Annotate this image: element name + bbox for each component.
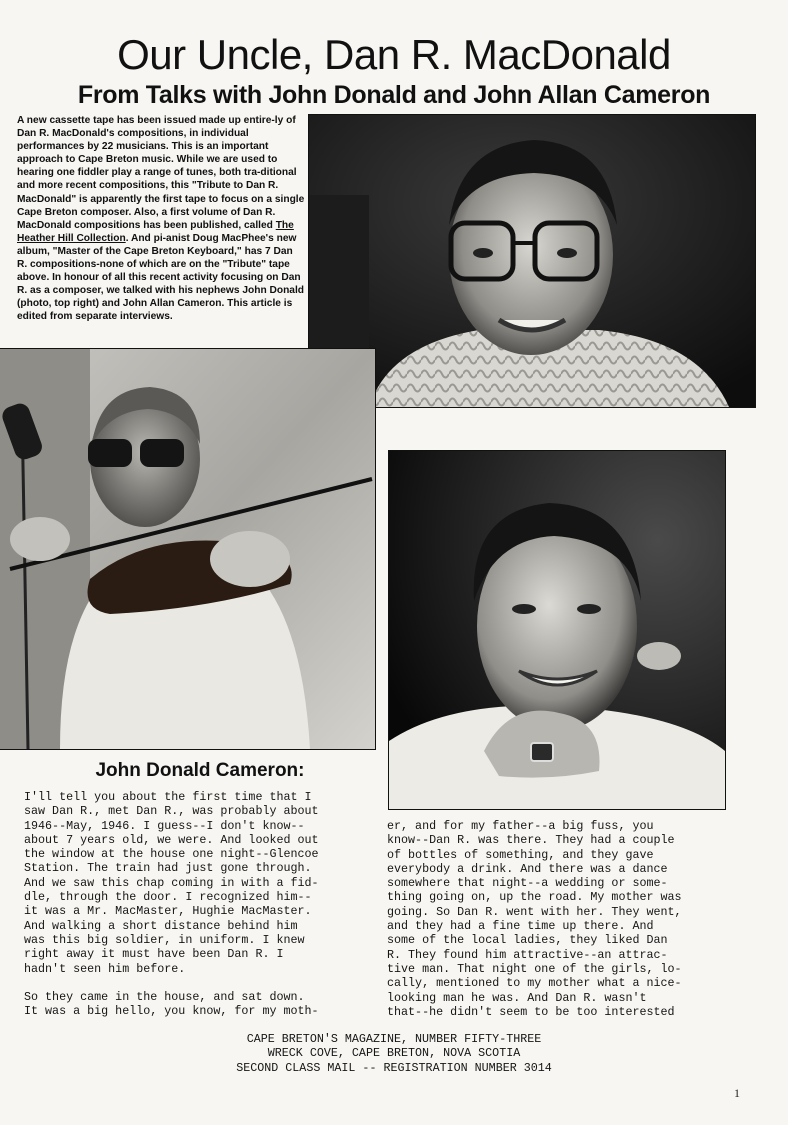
book-title: The Heather Hill Collection — [17, 219, 294, 244]
footer-line-3: SECOND CLASS MAIL -- REGISTRATION NUMBER 3014 — [236, 1060, 552, 1075]
fiddler-image — [0, 349, 375, 749]
footer-line-1: CAPE BRETON'S MAGAZINE, NUMBER FIFTY-THREE — [246, 1032, 542, 1046]
photo-john-allan — [388, 450, 726, 810]
photo-fiddler — [0, 348, 376, 750]
intro-paragraph — [17, 114, 305, 324]
article-column-right: er, and for my father--a big fuss, you know--Dan R. was there. They had a couple of bottles of something, and they gave everybody a drink. And there was a dance somewhere that night--a wedding or some- thing going on, up the road. My mother was going. So Dan R. went with her. They went, and they had a fine time up there. And some of the local ladies, they liked Dan R. They found him attractive--an attrac- tive man. That night one of the girls, lo- cally, mentioned to my mother what a nice- looking man he was. And Dan R. wasn't that--he didn't seem to be too interested — [387, 819, 682, 1019]
smiling-man-image — [389, 451, 725, 809]
article-subtitle: From Talks with John Donald and John Allan Cameron — [77, 81, 711, 109]
section-heading: John Donald Cameron: — [95, 760, 305, 781]
footer-line-2: WRECK COVE, CAPE BRETON, NOVA SCOTIA — [267, 1046, 521, 1061]
intro-text-end: . And pi-anist Doug MacPhee's new album, "Master of the Cape Breton Keyboard," has 7 Dan R. compositions-none of which are on the "Tribute" tape above. In honour of all this recent activity focusing on Dan R. as a composer, we talked with his nephews John Donald (photo, top right) and John Allan Cameron. This article is edited from separate interviews. — [17, 232, 305, 323]
page-number: 1 — [734, 1086, 740, 1100]
article-column-left: I'll tell you about the first time that I saw Dan R., met Dan R., was probably about 1946--May, 1946. I guess--I don't know-- about 7 years old, we were. And looked out the window at the house one night--Glencoe Station. The train had just gone through. And we saw this chap coming in with a fid- dle, through the door. I recognized him-- it was a Mr. MacMaster, Hughie MacMaster. And walking a short distance behind him was this big soldier, in uniform. I knew right away it must have been Dan R. I hadn't seen him before. So they came in the house, and sat down. It was a big hello, you know, for my moth- — [24, 790, 319, 1019]
intro-text-start: A new cassette tape has been issued made up entire-ly of Dan R. MacDonald's compositions, in individual performances by 22 musicians. This is an important approach to Cape Breton music. While we are used to hearing one fiddler play a range of tunes, both tra-ditional and more recent compositions, this "Tribute to Dan R. MacDonald" is apparently the first tape to focus on a single Cape Breton composer. Also, a first volume of Dan R. MacDonald compositions has been published, called — [17, 115, 305, 231]
magazine-footer — [0, 1032, 788, 1075]
article-title: Our Uncle, Dan R. MacDonald — [117, 31, 671, 78]
